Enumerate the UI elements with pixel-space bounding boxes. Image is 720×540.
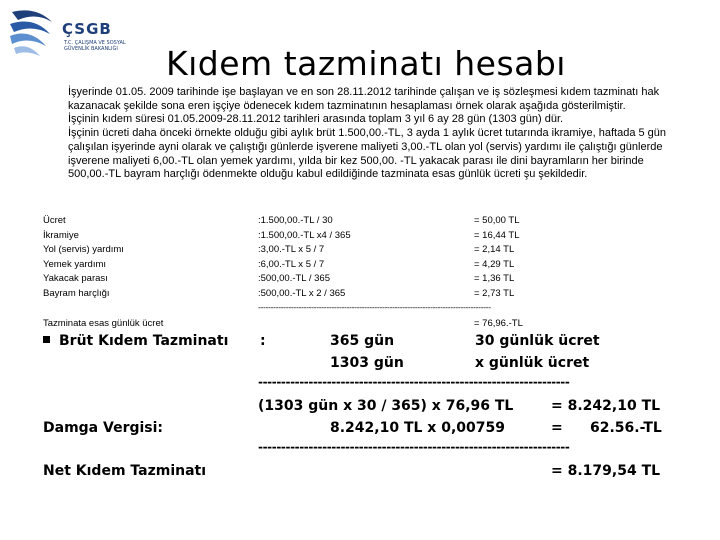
row-formula: :500,00.-TL x 2 / 365 [258,288,346,299]
stamp-tax-label: Damga Vergisi: [43,420,164,436]
brut-label: Brüt Kıdem Tazminatı [43,333,228,349]
paragraph: İşçinin ücreti daha önceki örnekte olduğu gibi aylık brüt 1.500,00.-TL, 3 ayda 1 aylık ücret tutarında ikramiye, haftada 5 gün çalışılan işyerinde ayni olarak ve çalıştığı günlerde işverene maliyeti 3,00.-TL olan yol (servis) yardımı ile çalıştığı günlerde işverene maliyeti 6,00.-TL olan yemek yardımı, yılda bir kez 500,00. -TL yakacak parası ile dini bayramların her birinde 500,00.-TL bayram harçlığı ödenmekte olduğu kabul edildiğinde tazminata esas günlük ücreti şu şekildedir. [68,127,667,181]
logo-subtitle: T.C. ÇALIŞMA VE SOSYAL GÜVENLİK BAKANLIĞI [64,40,126,52]
net-value: = 8.179,54 TL [551,463,661,479]
stamp-tax-eq: = [551,420,563,436]
gross-result: = 8.242,10 TL [551,398,661,414]
ratio-wage-bottom: x günlük ücret [475,355,590,371]
row-label: Yol (servis) yardımı [43,244,124,256]
divider: -------------------------------------------------------------------------------------------- [258,302,491,312]
divider: -------------------------------------------------------------------- [258,440,570,454]
row-label: Ücret [43,215,66,226]
bullet-icon [43,336,50,343]
row-formula: :1.500,00.-TL x4 / 365 [258,229,351,241]
stamp-tax-formula: 8.242,10 TL x 0,00759 [330,420,505,436]
row-formula: :500,00.-TL / 365 [258,273,331,285]
row-formula: :6,00.-TL x 5 / 7 [258,258,325,270]
ratio-days-top: 365 gün [330,333,395,349]
gross-formula: (1303 gün x 30 / 365) x 76,96 TL [258,398,514,414]
calc-row [0,229,720,243]
stamp-tax-value: 62.56.-TL [590,420,662,436]
row-formula: :3,00.-TL x 5 / 7 [258,244,325,256]
row-label: Yemek yardımı [43,258,107,270]
row-result: = 4,29 TL [474,258,515,270]
divider: -------------------------------------------------------------------- [258,375,570,389]
ministry-logo [6,6,166,66]
calc-row [0,258,720,272]
calc-row [0,287,720,301]
net-label: Net Kıdem Tazminatı [43,463,207,479]
csgb-logo-icon [6,6,58,60]
row-result: = 50,00 TL [474,215,520,226]
row-result: = 2,14 TL [474,244,515,256]
row-label: Yakacak parası [43,273,108,285]
paragraph: İşçinin kıdem süresi 01.05.2009-28.11.2012 tarihleri arasında toplam 3 yıl 6 ay 28 gün (1303 gün) dür. [68,113,564,126]
daily-wage-row [0,317,720,331]
daily-wage-result: = 76,96.-TL [474,318,523,329]
brut-colon: : [260,333,266,349]
ratio-wage-top: 30 günlük ücret [475,333,600,349]
calc-row [0,243,720,257]
paragraph: İşyerinde 01.05. 2009 tarihinde işe başlayan ve en son 28.11.2012 tarihinde çalışan ve iş sözleşmesi kıdem tazminatı hak kazanacak şekilde sona eren işçiye ödenecek kıdem tazminatının hesaplaması örnek olarak aşağıda gösterilmiştir. [68,86,660,112]
description [68,86,680,182]
calc-row [0,272,720,286]
row-result: = 2,73 TL [474,288,515,299]
row-result: = 16,44 TL [474,229,520,241]
daily-wage-label: Tazminata esas günlük ücret [43,318,164,329]
row-formula: :1.500,00.-TL / 30 [258,215,333,226]
page-title: Kıdem tazminatı hesabı [166,44,566,83]
calc-row [0,214,720,228]
row-result: = 1,36 TL [474,273,515,285]
logo-brand-text: ÇSGB [62,20,112,38]
ratio-days-bottom: 1303 gün [330,355,404,371]
row-label: İkramiye [43,229,79,241]
row-label: Bayram harçlığı [43,288,110,299]
